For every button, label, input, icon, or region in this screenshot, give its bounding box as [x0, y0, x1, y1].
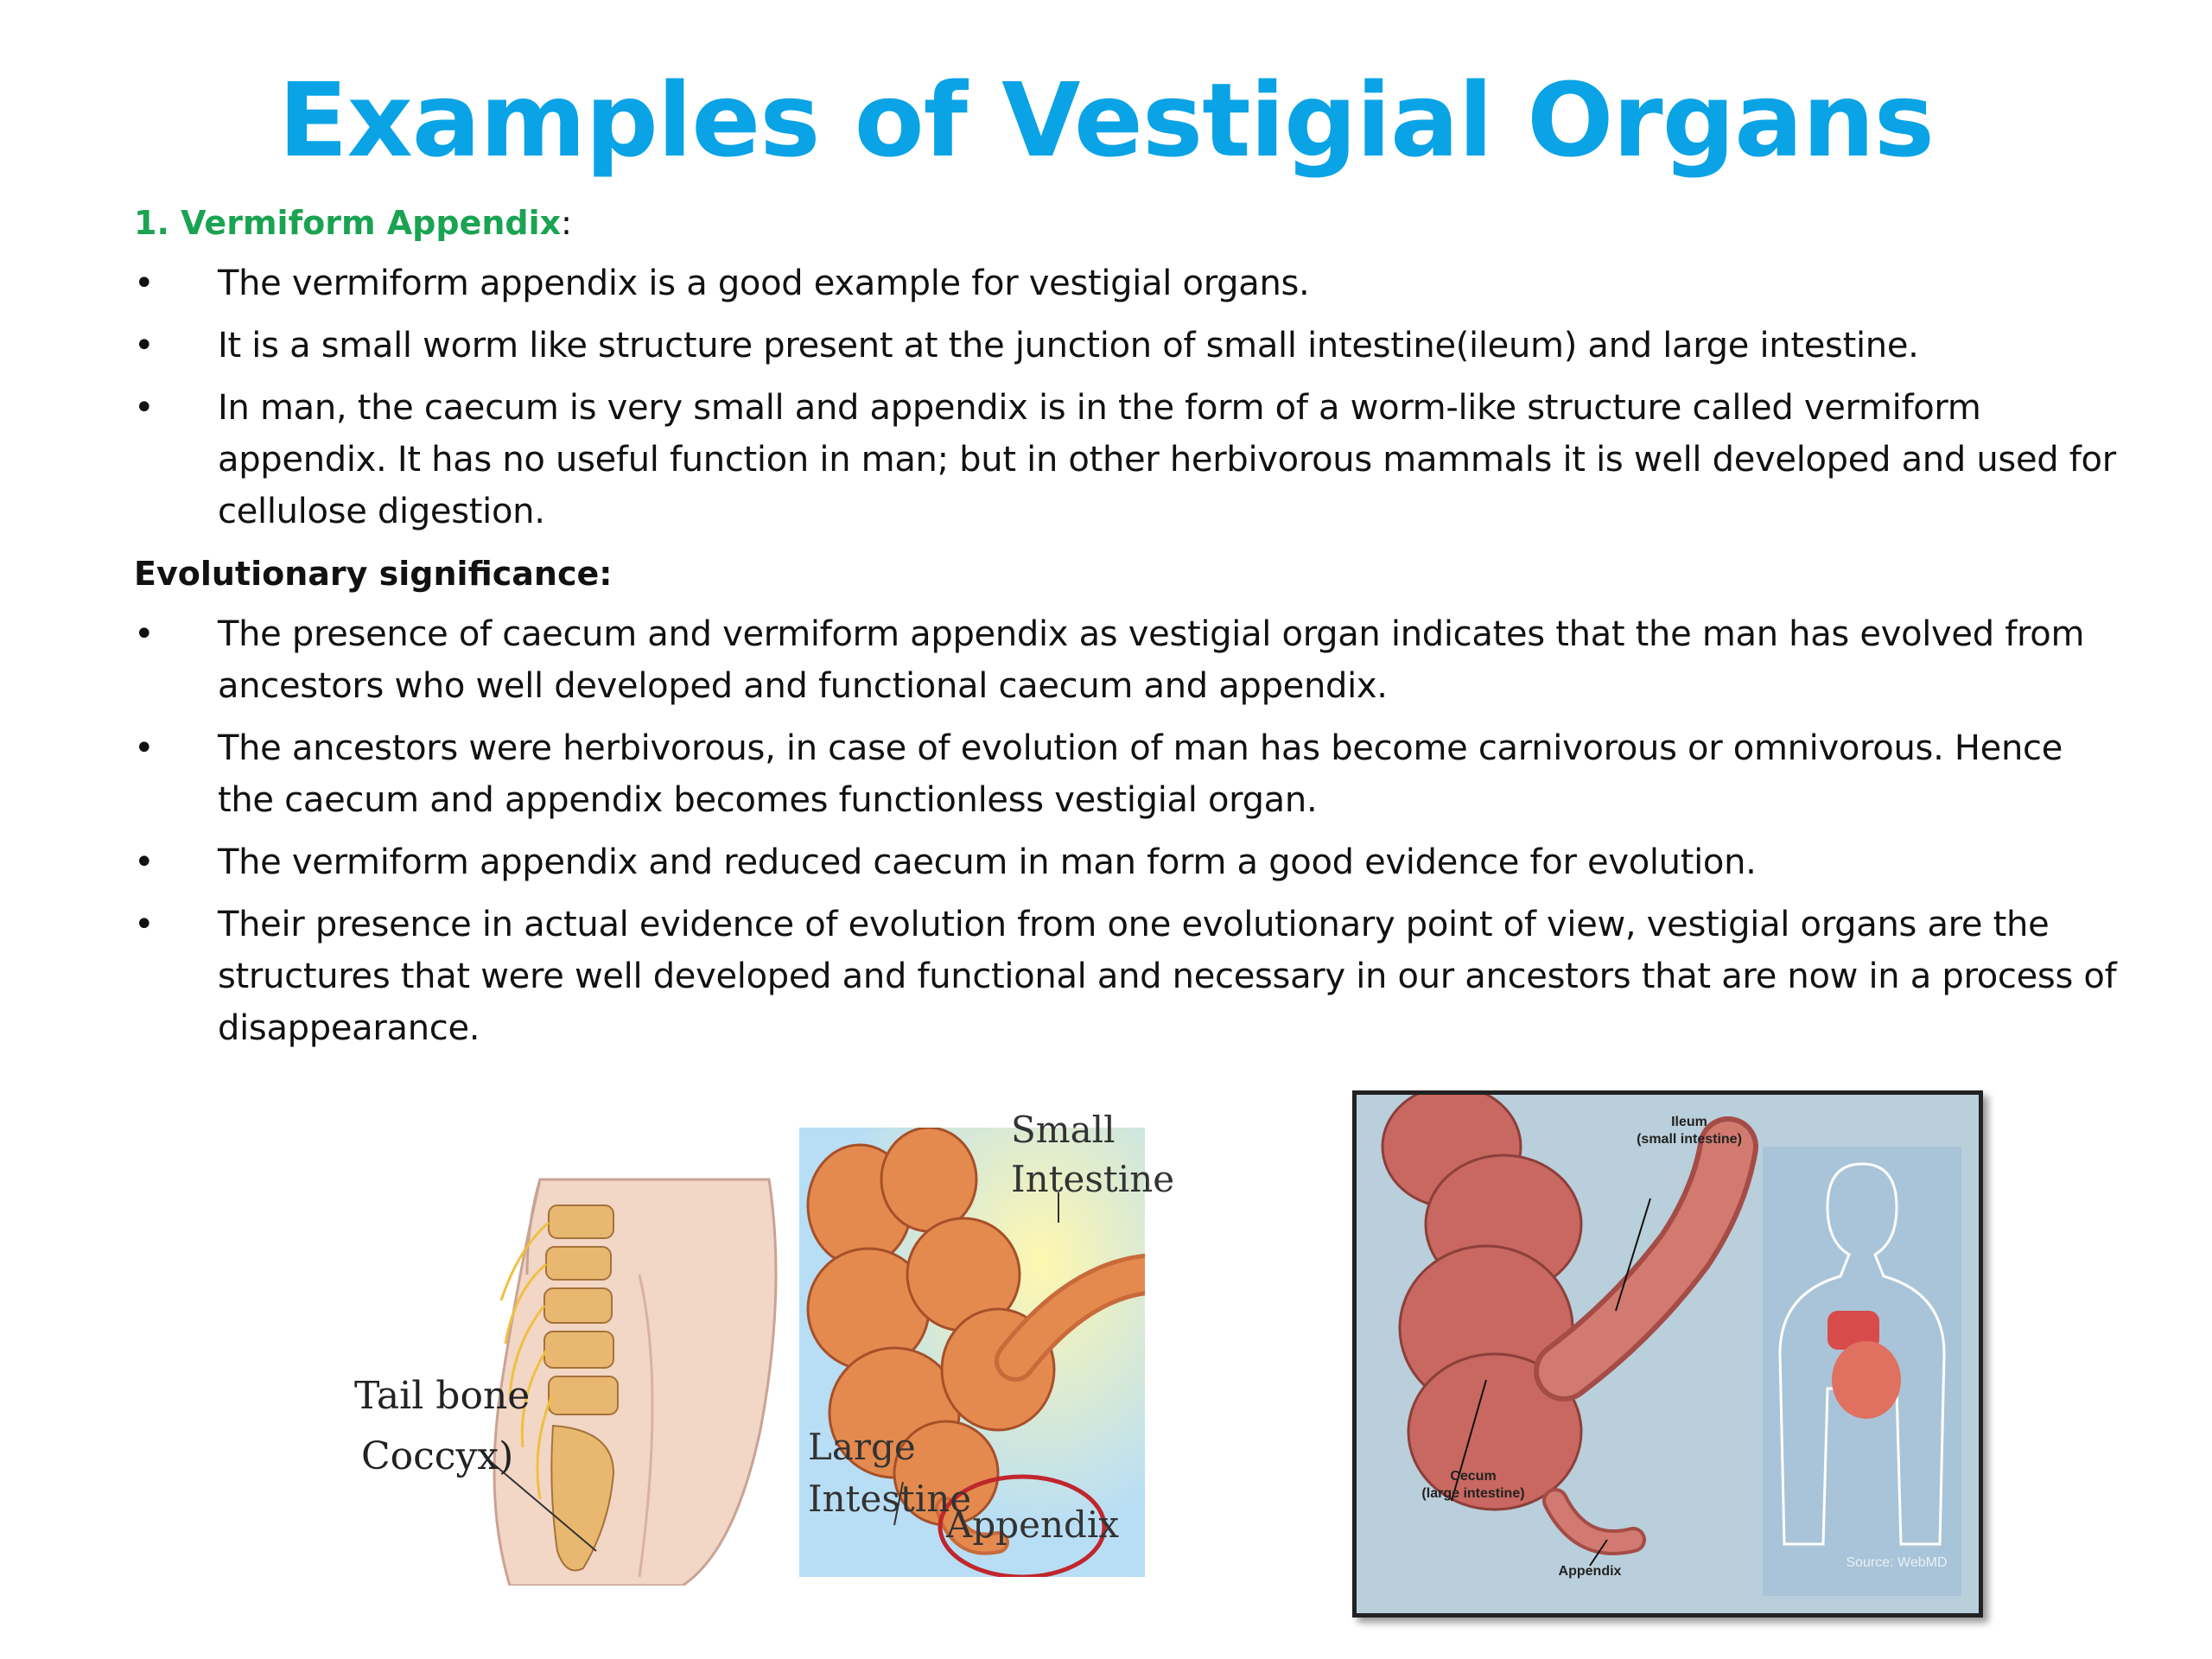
content-area: [134, 197, 2121, 1065]
bullet-icon: •: [134, 905, 155, 944]
bullet-icon: •: [134, 264, 155, 303]
ileum-label: Ileum: [1671, 1115, 1707, 1129]
evolutionary-bullet-list: [134, 608, 2121, 1054]
tail-bone-label: Tail bone: [354, 1374, 531, 1418]
list-item: [134, 836, 2121, 888]
small-intestine-label-line2: Intestine: [1011, 1158, 1175, 1200]
cecum-anatomy-illustration: [1352, 1090, 1983, 1618]
section-heading-text: 1. Vermiform Appendix: [134, 204, 562, 242]
large-intestine-label-line2: Intestine: [808, 1478, 972, 1520]
bullet-icon: •: [134, 388, 155, 428]
cecum-anatomy-drawing: [1357, 1095, 1979, 1613]
list-item: [134, 722, 2121, 826]
ileum-sublabel: (small intestine): [1637, 1132, 1742, 1147]
list-item-text: Their presence in actual evidence of evolution from one evolutionary point of view, vestigial organs are the structures that were well developed and functional and necessary in our ancestors that are now in a process of disappearance.: [218, 905, 2117, 1048]
list-item-text: It is a small worm like structure present at the junction of small intestine(ileum) and large intestine.: [218, 326, 1919, 365]
bullet-icon: •: [134, 614, 155, 654]
page-title: Examples of Vestigial Organs: [278, 60, 1934, 180]
coccyx-label: Coccyx): [361, 1434, 514, 1478]
source-credit: Source: WebMD: [1846, 1555, 1948, 1570]
list-item-text: The vermiform appendix and reduced caecum in man form a good evidence for evolution.: [218, 842, 1757, 882]
list-item-text: The ancestors were herbivorous, in case of evolution of man has become carnivorous or omnivorous. Hence the caecum and appendix becomes functionless vestigial organ.: [218, 728, 2063, 820]
appendix-label: Appendix: [946, 1503, 1120, 1546]
list-item: [134, 608, 2121, 712]
list-item: [134, 899, 2121, 1054]
list-item: [134, 257, 2121, 309]
large-intestine-label-line1: Large: [808, 1426, 916, 1468]
list-item: [134, 320, 2121, 372]
section-heading-vermiform: [134, 197, 2121, 249]
cecum-sublabel: (large intestine): [1421, 1486, 1525, 1501]
small-intestine-label-line1: Small: [1011, 1109, 1116, 1151]
section-heading-colon: :: [561, 204, 572, 242]
list-item-text: The vermiform appendix is a good example for vestigial organs.: [218, 264, 1310, 303]
section-heading-evolutionary: [134, 548, 2121, 600]
appendix-anatomy-label: Appendix: [1558, 1564, 1622, 1579]
cecum-label: Cecum: [1450, 1469, 1497, 1484]
list-item-text: In man, the caecum is very small and appendix is in the form of a worm-like structure called vermiform appendix. It has no useful function in man; but in other herbivorous mammals it is well developed and used for cellulose digestion.: [218, 388, 2116, 531]
list-item-text: The presence of caecum and vermiform appendix as vestigial organ indicates that the man has evolved from ancestors who well developed and functional caecum and appendix.: [218, 614, 2085, 706]
bullet-icon: •: [134, 728, 155, 768]
section-heading-text: Evolutionary significance:: [134, 555, 613, 593]
bullet-icon: •: [134, 326, 155, 365]
bullet-icon: •: [134, 842, 155, 882]
list-item: [134, 382, 2121, 537]
vermiform-bullet-list: [134, 257, 2121, 537]
